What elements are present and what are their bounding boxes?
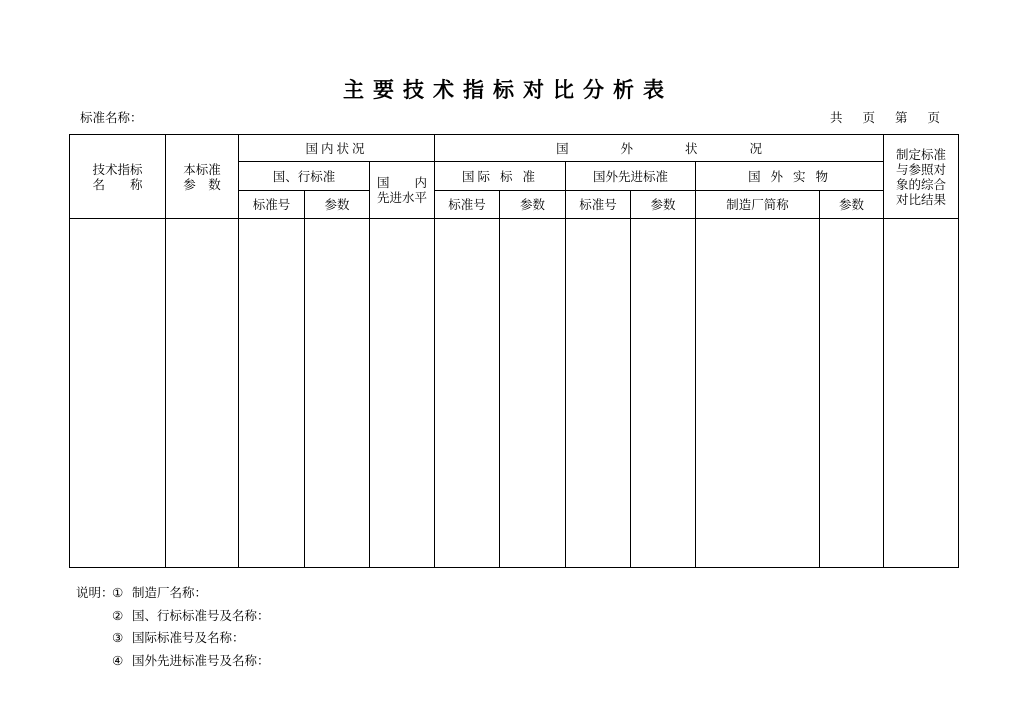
body-cell[interactable] bbox=[435, 219, 500, 568]
note-text: 国外先进标准号及名称： bbox=[132, 652, 270, 668]
body-cell[interactable] bbox=[370, 219, 435, 568]
header-std-no: 标准号 bbox=[239, 191, 305, 219]
note-text: 国、行标标准号及名称： bbox=[132, 607, 270, 623]
body-cell[interactable] bbox=[631, 219, 696, 568]
header-param: 参数 bbox=[500, 191, 566, 219]
body-cell[interactable] bbox=[566, 219, 631, 568]
header-std-no: 标准号 bbox=[435, 191, 500, 219]
header-comparison-result: 制定标准 与参照对 象的综合 对比结果 bbox=[884, 135, 959, 219]
header-this-standard: 本标准 参 数 bbox=[166, 135, 239, 219]
comparison-table bbox=[69, 134, 959, 568]
page-counter bbox=[814, 108, 940, 126]
header-tech-indicator: 技术指标 名 称 bbox=[70, 135, 166, 219]
header-param: 参数 bbox=[631, 191, 696, 219]
body-cell[interactable] bbox=[239, 219, 305, 568]
body-cell[interactable] bbox=[70, 219, 166, 568]
note-number: ③ bbox=[112, 630, 124, 645]
header-domestic-status: 国内状况 bbox=[239, 135, 435, 162]
note-text: 制造厂名称： bbox=[132, 585, 208, 600]
body-cell[interactable] bbox=[500, 219, 566, 568]
header-intl-std: 国际 标 准 bbox=[435, 162, 566, 191]
header-std-no: 标准号 bbox=[566, 191, 631, 219]
header-param: 参数 bbox=[820, 191, 884, 219]
note-text: 国际标准号及名称： bbox=[132, 630, 245, 645]
pager-unit-1: 页 bbox=[862, 110, 875, 125]
body-cell[interactable] bbox=[820, 219, 884, 568]
notes-label: 说明： bbox=[76, 585, 114, 600]
pager-current: 第 bbox=[894, 110, 908, 125]
note-number: ② bbox=[112, 607, 124, 623]
header-foreign-advanced-std: 国外先进标准 bbox=[566, 162, 696, 191]
pager-unit-2: 页 bbox=[927, 110, 940, 125]
note-number: ④ bbox=[112, 652, 124, 668]
header-foreign-product: 国 外 实 物 bbox=[696, 162, 884, 191]
header-param: 参数 bbox=[305, 191, 370, 219]
body-cell[interactable] bbox=[884, 219, 959, 568]
notes-section bbox=[76, 582, 270, 672]
header-foreign-status: 国 外 状 况 bbox=[435, 135, 884, 162]
note-number: ① bbox=[112, 585, 124, 600]
header-national-industry-std: 国、行标准 bbox=[239, 162, 370, 191]
pager-total: 共 bbox=[829, 110, 843, 125]
standard-name-label: 标准名称： bbox=[80, 110, 143, 125]
header-manufacturer: 制造厂简称 bbox=[696, 191, 820, 219]
table-body-row bbox=[70, 219, 959, 568]
page-title: 主要技术指标对比分析表 bbox=[343, 78, 673, 102]
body-cell[interactable] bbox=[305, 219, 370, 568]
header-domestic-advanced: 国 内 先进水平 bbox=[370, 162, 435, 219]
body-cell[interactable] bbox=[166, 219, 239, 568]
body-cell[interactable] bbox=[696, 219, 820, 568]
